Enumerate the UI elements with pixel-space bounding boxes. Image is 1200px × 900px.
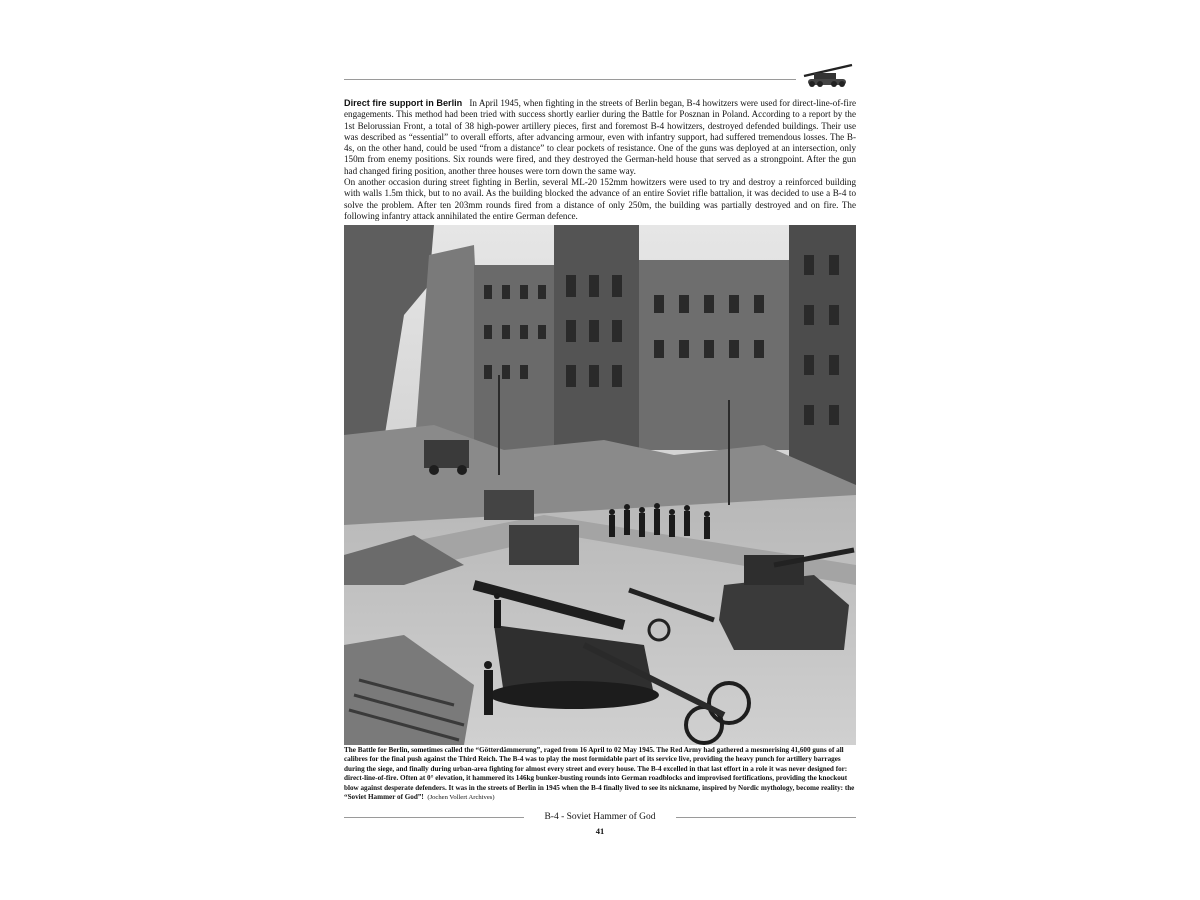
- book-page: [344, 60, 856, 840]
- howitzer-icon: [798, 60, 856, 90]
- page-number: 41: [595, 826, 605, 836]
- caption-text: The Battle for Berlin, sometimes called the “Götterdämmerung”, raged from 16 April to 02 May 1945. The Red Army had gathered a mesmerising 41,600 guns of all calibres for the final push against the Third Reich. The B-4 was to play the most formidable part of its service live, providing the heavy punch for artillery barrages during the siege, and finally during urban-area fighting for almost every street and every house. The B-4 excelled in that last effort in a role it was never designed for: direct-line-of-fire. Often at 0° elevation, it hammered its 146kg bunker-busting rounds into German roadblocks and improvised fortifications, providing the knockout blow against desperate defenders. It was in the streets of Berlin in 1945 when the B-4 finally lived to see its nickname, inspired by Nordic mythology, become reality: the “Soviet Hammer of God”!: [344, 746, 855, 802]
- berlin-street-photo: [344, 225, 856, 745]
- header-rule: [344, 79, 796, 80]
- photo-credit: (Jochen Vollert Archives): [427, 794, 495, 802]
- paragraph-1: [344, 98, 856, 177]
- article-body: [344, 98, 856, 222]
- paragraph-2: On another occasion during street fighting in Berlin, several ML-20 152mm howitzers were used to try and destroy a reinforced building with walls 1.5m thick, but to no avail. As the building blocked the advance of an entire Soviet rifle battalion, it was decided to use a B-4 to solve the problem. After ten 203mm rounds fired from a distance of only 250m, the building was partially destroyed and on fire. The following infantry attack annihilated the entire German defence.: [344, 177, 856, 221]
- photo-caption: [344, 746, 856, 802]
- section-heading: Direct fire support in Berlin: [344, 98, 463, 108]
- paragraph-1-text: In April 1945, when fighting in the streets of Berlin began, B-4 howitzers were used for direct-line-of-fire engagements. This method had been tried with success shortly earlier during the Battle for Posznan in Poland. According to a report by the 1st Belorussian Front, a total of 38 high-power artillery pieces, first and foremost B-4 howitzers, destroyed defended buildings. Their use was described as “essential” to overall efforts, after advancing armour, even with infantry support, had suffered tremendous losses. The B-4s, on the other hand, could be used “from a distance” to clear pockets of resistance. One of the guns was deployed at an intersection, only 150m from enemy positions. Six rounds were fired, and they destroyed the German-held house that served as a strongpoint. After the gun had changed firing position, another three houses were torn down the same way.: [344, 98, 857, 176]
- book-title: B-4 - Soviet Hammer of God: [544, 812, 656, 822]
- page-footer: [344, 812, 856, 838]
